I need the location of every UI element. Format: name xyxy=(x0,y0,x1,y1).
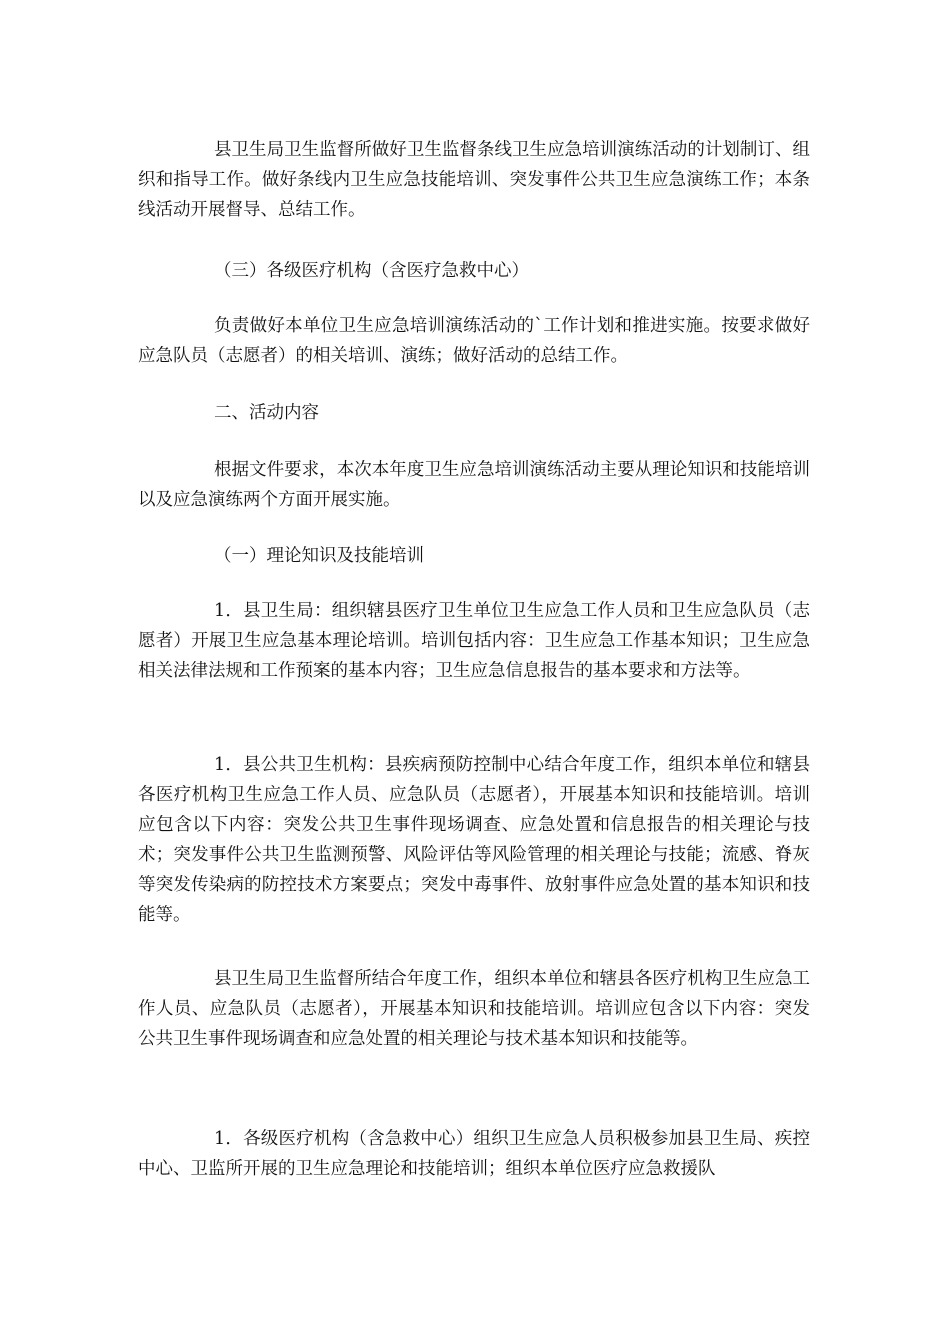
heading-activity-content: 二、活动内容 xyxy=(214,403,319,423)
paragraph-health-bureau-training: 1．县卫生局：组织辖县医疗卫生单位卫生应急工作人员和卫生应急队员（志愿者）开展卫生应急基本理论培训。培训包括内容：卫生应急工作基本知识；卫生应急相关法律法规和工作预案的基本内容；卫生应急信息报告的基本要求和方法等。 xyxy=(138,601,810,681)
paragraph-supervision-duties: 县卫生局卫生监督所做好卫生监督条线卫生应急培训演练活动的计划制订、组织和指导工作。做好条线内卫生应急技能培训、突发事件公共卫生应急演练工作；本条线活动开展督导、总结工作。 xyxy=(138,140,810,220)
heading-medical-institutions: （三）各级医疗机构（含医疗急救中心） xyxy=(214,261,529,281)
paragraph-public-health-training: 1．县公共卫生机构：县疾病预防控制中心结合年度工作，组织本单位和辖县各医疗机构卫生应急工作人员、应急队员（志愿者），开展基本知识和技能培训。培训应包含以下内容：突发公共卫生事件现场调查、应急处置和信息报告的相关理论与技术；突发事件公共卫生监测预警、风险评估等风险管理的相关理论与技能；流感、脊灰等突发传染病的防控技术方案要点；突发中毒事件、放射事件应急处置的基本知识和技能等。 xyxy=(138,755,810,925)
heading-theory-skills-training: （一）理论知识及技能培训 xyxy=(214,546,424,566)
paragraph-medical-institution-duties: 负责做好本单位卫生应急培训演练活动的`工作计划和推进实施。按要求做好应急队员（志愿者）的相关培训、演练；做好活动的总结工作。 xyxy=(138,316,810,366)
paragraph-medical-institutions-training: 1．各级医疗机构（含急救中心）组织卫生应急人员积极参加县卫生局、疾控中心、卫监所开展的卫生应急理论和技能培训；组织本单位医疗应急救援队 xyxy=(138,1129,810,1179)
paragraph-supervision-institute-training: 县卫生局卫生监督所结合年度工作，组织本单位和辖县各医疗机构卫生应急工作人员、应急队员（志愿者），开展基本知识和技能培训。培训应包含以下内容：突发公共卫生事件现场调查和应急处置的相关理论与技术基本知识和技能等。 xyxy=(138,969,810,1049)
paragraph-activity-overview: 根据文件要求，本次本年度卫生应急培训演练活动主要从理论知识和技能培训以及应急演练两个方面开展实施。 xyxy=(138,460,810,510)
